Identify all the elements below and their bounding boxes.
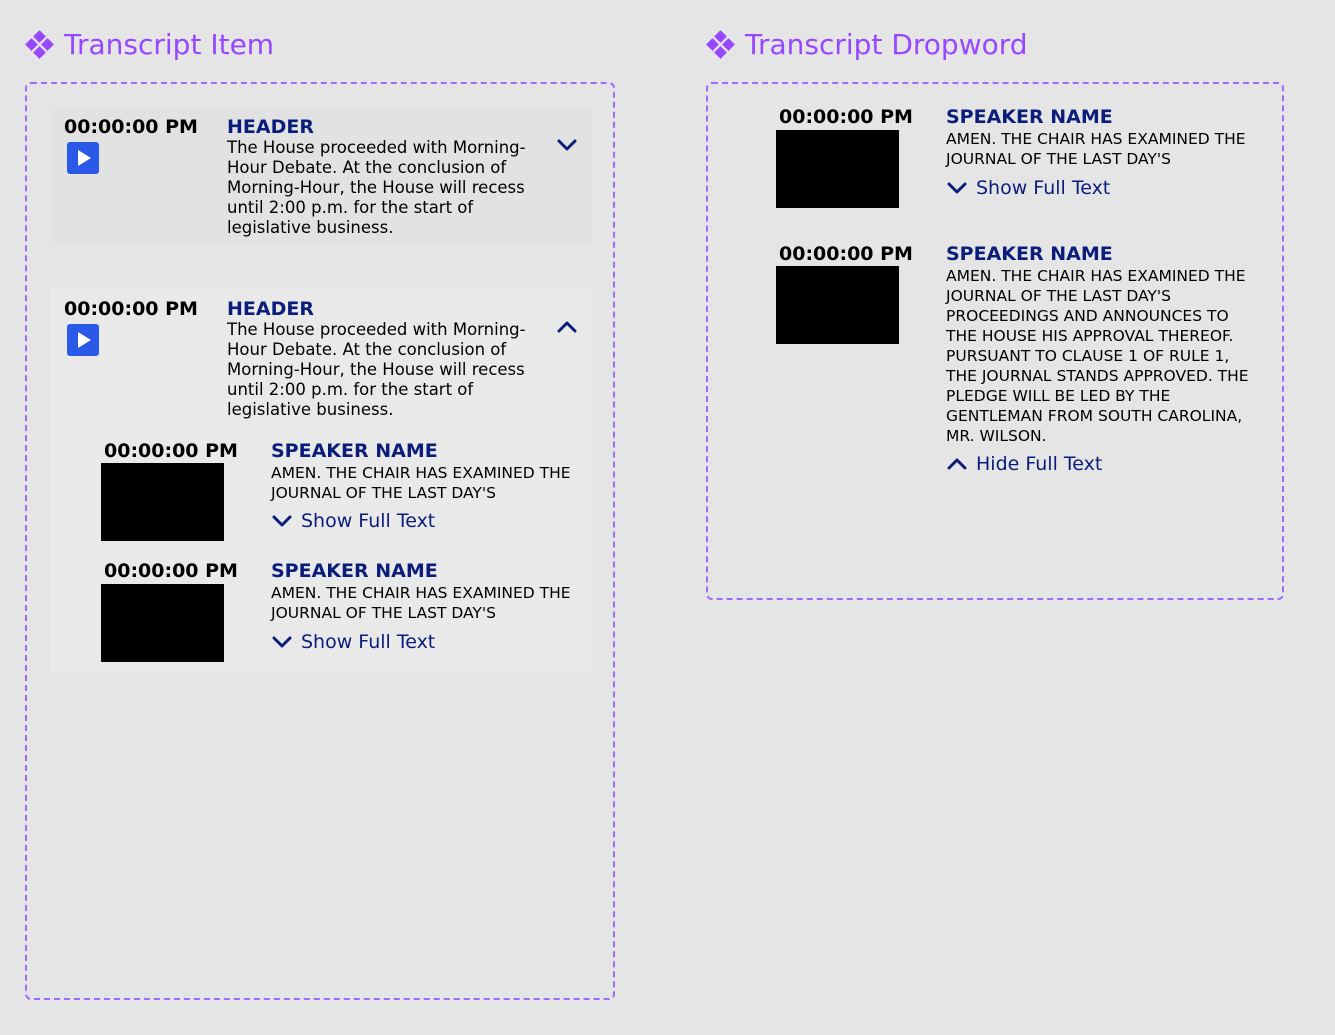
speaker-name: SPEAKER NAME bbox=[946, 106, 1113, 128]
speaker-name: SPEAKER NAME bbox=[946, 243, 1113, 265]
toggle-label: Show Full Text bbox=[301, 510, 436, 532]
item-time: 00:00:00 PM bbox=[64, 116, 198, 138]
play-icon bbox=[78, 332, 91, 348]
play-icon bbox=[78, 150, 91, 166]
speaker-name: SPEAKER NAME bbox=[271, 440, 438, 462]
show-full-text-toggle[interactable] bbox=[271, 510, 435, 532]
chevron-down-icon[interactable] bbox=[556, 138, 578, 152]
play-button[interactable] bbox=[67, 142, 99, 174]
transcript-item-title-text: Transcript Item bbox=[64, 28, 275, 61]
dropword-time: 00:00:00 PM bbox=[779, 243, 913, 265]
component-icon bbox=[707, 31, 735, 59]
item-time: 00:00:00 PM bbox=[64, 298, 198, 320]
transcript-item-expanded bbox=[50, 287, 592, 673]
item-text: The House proceeded with Morning-Hour Debate. At the conclusion of Morning-Hour, the House will recess until 2:00 p.m. for the start of legislative business. bbox=[227, 320, 526, 419]
sub-time: 00:00:00 PM bbox=[104, 440, 238, 462]
transcript-item-title bbox=[26, 28, 274, 61]
transcript-dropword-title-text: Transcript Dropword bbox=[745, 28, 1028, 61]
hide-full-text-toggle[interactable] bbox=[946, 453, 1102, 475]
dropword-time: 00:00:00 PM bbox=[779, 106, 913, 128]
toggle-label: Hide Full Text bbox=[976, 453, 1103, 475]
speaker-text: AMEN. THE CHAIR HAS EXAMINED THE JOURNAL OF THE LAST DAY'S bbox=[271, 464, 571, 502]
speaker-text: AMEN. THE CHAIR HAS EXAMINED THE JOURNAL OF THE LAST DAY'S bbox=[946, 130, 1246, 168]
video-thumbnail[interactable] bbox=[101, 584, 224, 662]
sub-time: 00:00:00 PM bbox=[104, 560, 238, 582]
toggle-label: Show Full Text bbox=[301, 631, 436, 653]
item-header: HEADER bbox=[227, 116, 314, 138]
speaker-text: AMEN. THE CHAIR HAS EXAMINED THE JOURNAL OF THE LAST DAY'S PROCEEDINGS AND ANNOUNCES TO THE HOUSE HIS APPROVAL THEREOF. PURSUANT TO CLAUSE 1 OF RULE 1, THE JOURNAL STANDS APPROVED. THE PLEDGE WILL BE LED BY THE GENTLEMAN FROM SOUTH CAROLINA, MR. WILSON. bbox=[946, 267, 1249, 445]
item-header: HEADER bbox=[227, 298, 314, 320]
video-thumbnail[interactable] bbox=[101, 463, 224, 541]
chevron-down-icon bbox=[946, 181, 968, 195]
speaker-name: SPEAKER NAME bbox=[271, 560, 438, 582]
item-text: The House proceeded with Morning-Hour Debate. At the conclusion of Morning-Hour, the House will recess until 2:00 p.m. for the start of legislative business. bbox=[227, 138, 526, 237]
video-thumbnail[interactable] bbox=[776, 130, 899, 208]
toggle-label: Show Full Text bbox=[976, 177, 1111, 199]
component-icon bbox=[26, 31, 54, 59]
chevron-down-icon bbox=[271, 514, 293, 528]
chevron-up-icon bbox=[946, 457, 968, 471]
transcript-item-collapsed bbox=[50, 106, 592, 246]
play-button[interactable] bbox=[67, 324, 99, 356]
show-full-text-toggle[interactable] bbox=[271, 631, 435, 653]
chevron-up-icon[interactable] bbox=[556, 320, 578, 334]
chevron-down-icon bbox=[271, 635, 293, 649]
speaker-text: AMEN. THE CHAIR HAS EXAMINED THE JOURNAL OF THE LAST DAY'S bbox=[271, 584, 571, 622]
video-thumbnail[interactable] bbox=[776, 266, 899, 344]
transcript-dropword-title bbox=[707, 28, 1028, 61]
show-full-text-toggle[interactable] bbox=[946, 177, 1110, 199]
